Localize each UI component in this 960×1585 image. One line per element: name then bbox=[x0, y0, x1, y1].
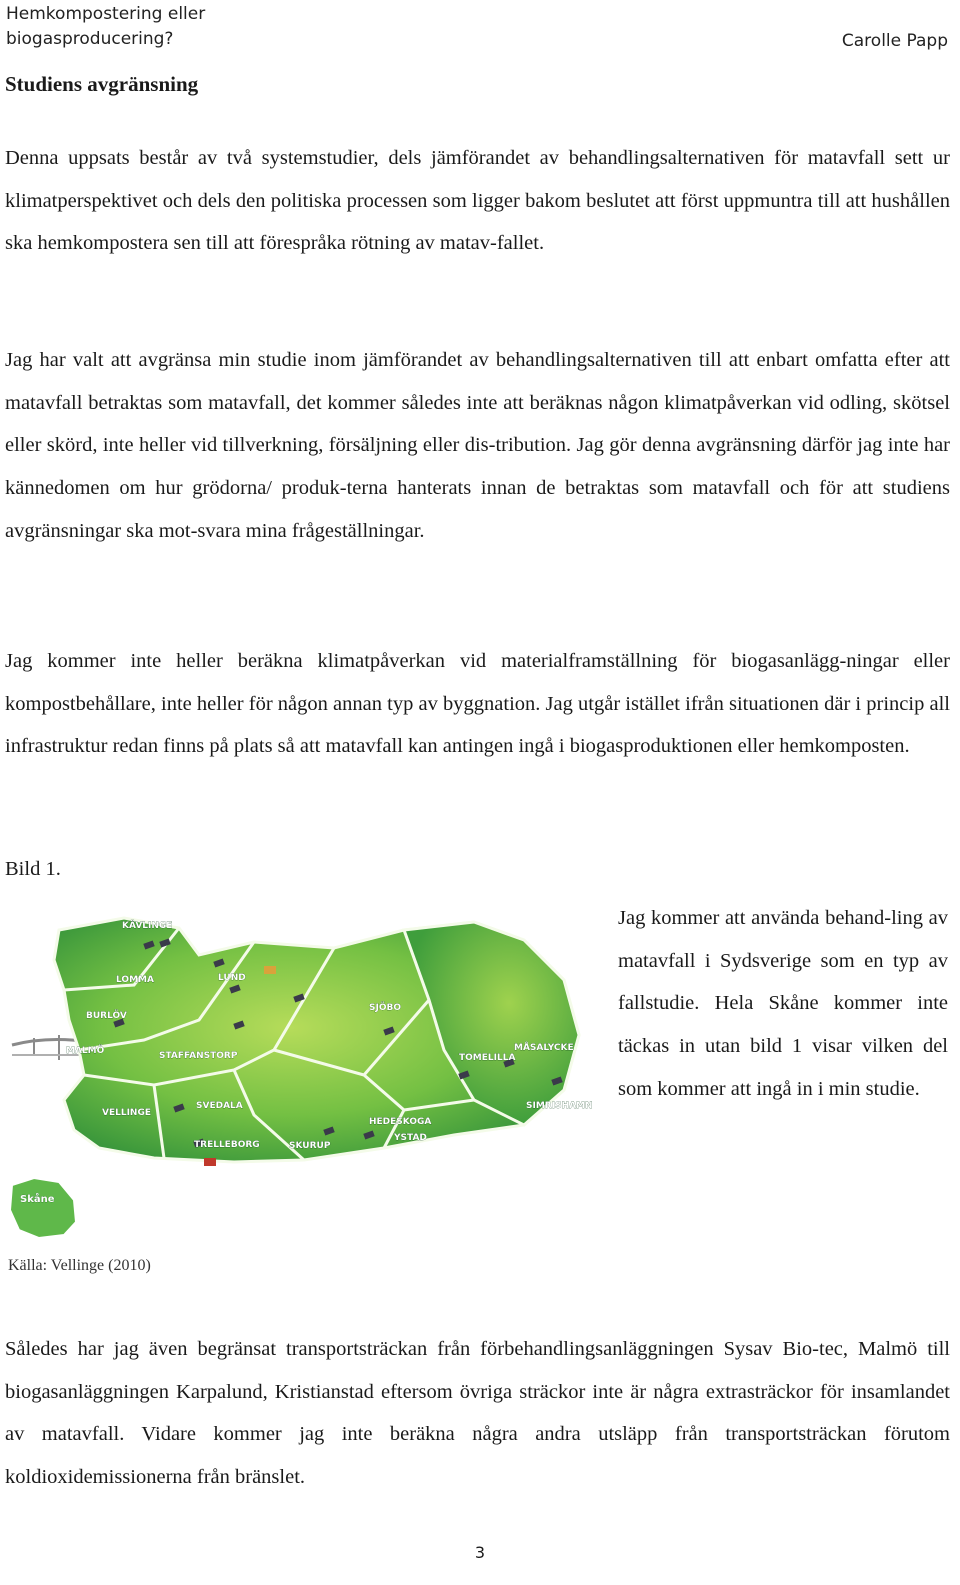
map-label-burlov: BURLÖV bbox=[86, 1011, 127, 1021]
map-label-hedeskoga: HEDESKOGA bbox=[369, 1117, 432, 1127]
figure-source: Källa: Vellinge (2010) bbox=[8, 1257, 151, 1274]
map-label-masalycke: MÅSALYCKE bbox=[514, 1043, 574, 1053]
map-label-staffanstorp: STAFFANSTORP bbox=[159, 1051, 238, 1061]
map-label-vellinge: VELLINGE bbox=[102, 1108, 151, 1118]
paragraph-4: Således har jag även begränsat transportsträckan från förbehandlingsanläggningen Sysav Bio-tec, Malmö till biogasanläggningen Karpalund, Kristianstad eftersom övriga sträckor inte är några extrasträckor för insamlandet av matavfall. Vidare kommer jag inte beräkna några andra utsläpp från transportsträckan förutom koldioxidemissionerna från bränslet. bbox=[5, 1338, 950, 1489]
paragraph-2: Jag har valt att avgränsa min studie inom jämförandet av behandlingsalternativen till att enbart omfatta efter att matavfall betraktas som matavfall, det kommer således inte att beräknas någon klimatpåverkan vid odling, skötsel eller skörd, inte heller vid tillverkning, försäljning eller dis-tribution. Jag gör denna avgränsning därför jag inte har kännedomen om hur grödorna/ produk-terna hanterats innan de betraktas som matavfall och för att studiens avgränsningar ska mot-svara mina frågeställningar. bbox=[5, 349, 950, 542]
map-label-svedala: SVEDALA bbox=[196, 1101, 243, 1111]
map-label-ystad: YSTAD bbox=[394, 1133, 427, 1143]
map-label-malmo: MALMÖ bbox=[66, 1046, 105, 1056]
map-label-trelleborg: TRELLEBORG bbox=[194, 1140, 260, 1150]
figure-side-text: Jag kommer att använda behand-ling av matavfall i Sydsverige som en typ av fallstudie. Hela Skåne kommer inte täckas in utan bild 1 visar vilken del som kommer att ingå in i min studie. bbox=[618, 907, 948, 1100]
map-label-sjobo: SJÖBO bbox=[369, 1003, 401, 1013]
skane-map-figure bbox=[4, 900, 604, 1245]
map-label-tomelilla: TOMELILLA bbox=[459, 1053, 516, 1063]
map-label-skurup: SKURUP bbox=[289, 1141, 331, 1151]
inset-label-skane: Skåne bbox=[20, 1194, 55, 1205]
map-label-lomma: LOMMA bbox=[116, 975, 154, 985]
map-label-lund: LUND bbox=[218, 973, 246, 983]
skane-inset-map bbox=[10, 1178, 76, 1238]
header-title-line-1: Hemkompostering eller bbox=[6, 4, 206, 24]
map-label-kavlinge: KÄVLINGE bbox=[122, 921, 173, 931]
map-label-simrishamn: SIMRISHAMN bbox=[526, 1101, 593, 1111]
header-title-line-2: biogasproducering? bbox=[6, 29, 174, 49]
section-title: Studiens avgränsning bbox=[5, 72, 199, 96]
running-header-author: Carolle Papp bbox=[841, 31, 948, 51]
running-header-title bbox=[6, 2, 205, 52]
paragraph-1: Denna uppsats består av två systemstudier, dels jämförandet av behandlingsalternativen för matavfall sett ur klimatperspektivet och dels den politiska processen som ligger bakom beslutet att först uppmuntra till att hushållen ska hemkompostera sen till att förespråka rötning av matav-fallet. bbox=[5, 147, 950, 255]
skane-map-image bbox=[4, 900, 604, 1245]
figure-label: Bild 1. bbox=[5, 858, 61, 880]
paragraph-3: Jag kommer inte heller beräkna klimatpåverkan vid materialframställning för biogasanlägg-ningar eller kompostbehållare, inte heller för någon annan typ av byggnation. Jag utgår istället ifrån situationen där i princip all infrastruktur redan finns på plats så att matavfall kan antingen ingå i biogasproduktionen eller hemkomposten. bbox=[5, 650, 950, 758]
page-number: 3 bbox=[474, 1543, 486, 1562]
skane-map-regions bbox=[54, 918, 579, 1162]
